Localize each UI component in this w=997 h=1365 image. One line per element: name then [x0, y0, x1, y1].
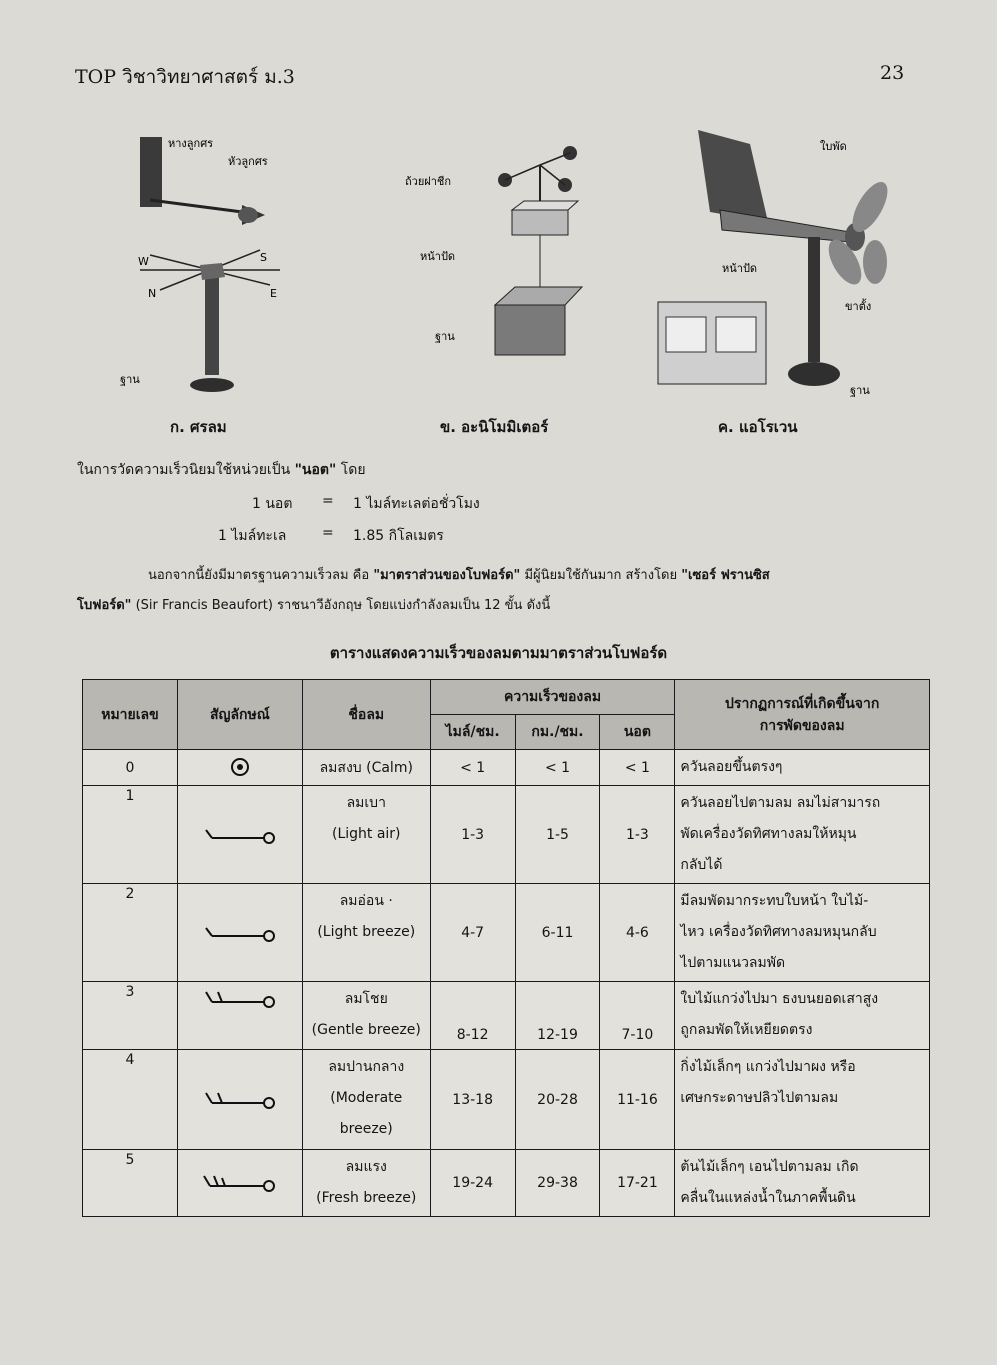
row-name: ลมสงบ (Calm) — [302, 750, 430, 786]
effect-line: ต้นไม้เล็กๆ เอนไปตามลม เกิด — [680, 1159, 859, 1175]
barb-0-icon — [200, 922, 280, 944]
eq1-sign: = — [322, 493, 334, 509]
aerovane-caption: ค. แอโรเวน — [718, 418, 798, 436]
row-mph: 8-12 — [430, 982, 515, 1050]
calm-circle-icon — [225, 756, 255, 780]
row-knot: 4-6 — [600, 884, 675, 982]
row-name-line2: (Light air) — [331, 826, 401, 842]
row-symbol — [177, 786, 302, 884]
row-kmh: 1-5 — [515, 786, 600, 884]
barb-3-icon — [200, 1172, 280, 1194]
barb-0-icon — [200, 824, 280, 846]
effect-header-line1: ปรากฏการณ์ที่เกิดขึ้นจาก — [725, 695, 880, 712]
eq2-left: 1 ไมล์ทะเล — [218, 528, 287, 544]
beaufort-paragraph-line2 — [77, 594, 550, 615]
row-knot: < 1 — [600, 750, 675, 786]
effect-header-line2: การพัดของลม — [759, 717, 845, 734]
barb-2-icon — [200, 988, 280, 1010]
row-name-line1: ลมเบา — [346, 795, 386, 811]
vane-s-label: S — [260, 251, 267, 264]
row-mph: 1-3 — [430, 786, 515, 884]
header-title: TOP วิชาวิทยาศาสตร์ ม.3 — [75, 66, 295, 88]
row-symbol — [177, 884, 302, 982]
aerovane-dial-label: หน้าปัด — [722, 262, 758, 275]
vane-w-label: W — [138, 255, 149, 268]
row-effect: ควันลอยขึ้นตรงๆ — [675, 750, 930, 786]
para2-a: โบฟอร์ด" — [77, 598, 132, 613]
vane-caption: ก. ศรลม — [170, 418, 227, 436]
page-number: 23 — [880, 62, 905, 84]
effect-line: คลื่นในแหล่งน้ำในภาคพื้นดิน — [680, 1190, 856, 1206]
row-name-line2: (Fresh breeze) — [316, 1190, 417, 1206]
row-name-line2: (Gentle breeze) — [311, 1022, 421, 1038]
aerovane-base-label: ฐาน — [850, 384, 870, 397]
row-name-line1: ลมอ่อน · — [339, 893, 393, 909]
knot-intro-text: ในการวัดความเร็วนิยมใช้หน่วยเป็น — [77, 462, 295, 478]
col-kmh-header: กม./ชม. — [515, 715, 600, 750]
row-effect — [675, 786, 930, 884]
aerovane-blade-label: ใบพัด — [820, 140, 847, 153]
row-name — [302, 982, 430, 1050]
row-name-line1: ลมโชย — [344, 991, 388, 1007]
row-kmh: 20-28 — [515, 1050, 600, 1150]
row-name — [302, 884, 430, 982]
table-row — [83, 786, 930, 884]
barb-2-icon — [200, 1089, 280, 1111]
table-row — [83, 982, 930, 1050]
effect-line: กลับได้ — [680, 857, 723, 873]
col-name-header: ชื่อลม — [302, 680, 430, 750]
anemometer-dial-label: หน้าปัด — [420, 250, 456, 263]
row-name-line1: ลมปานกลาง — [328, 1059, 405, 1075]
row-knot: 11-16 — [600, 1050, 675, 1150]
effect-line: ไหว เครื่องวัดทิศทางลมหมุนกลับ — [680, 924, 877, 940]
table-header-row — [83, 680, 930, 715]
row-name — [302, 786, 430, 884]
row-mph: < 1 — [430, 750, 515, 786]
row-kmh: 6-11 — [515, 884, 600, 982]
row-knot: 1-3 — [600, 786, 675, 884]
knot-intro-line — [77, 459, 366, 481]
aerovane-icon — [650, 122, 890, 402]
para-a: นอกจากนี้ยังมีมาตรฐานความเร็วลม คือ — [148, 568, 374, 583]
effect-line: เศษกระดาษปลิวไปตามลม — [680, 1090, 839, 1106]
row-symbol — [177, 750, 302, 786]
col-effect-header — [675, 680, 930, 750]
effect-line: มีลมพัดมากระทบใบหน้า ใบไม้- — [680, 893, 869, 909]
row-symbol — [177, 1150, 302, 1217]
effect-line: ใบไม้แกว่งไปมา ธงบนยอดเสาสูง — [680, 991, 879, 1007]
row-number: 5 — [83, 1150, 178, 1217]
anemometer-base-label: ฐาน — [435, 330, 455, 343]
col-speed-header: ความเร็วของลม — [430, 680, 675, 715]
eq2-sign: = — [322, 525, 334, 541]
wind-vane-figure — [110, 125, 310, 415]
anemometer-cup-label: ถ้วยฝาชีก — [405, 175, 452, 188]
eq1-left: 1 นอต — [252, 496, 293, 512]
row-effect — [675, 982, 930, 1050]
eq2-right: 1.85 กิโลเมตร — [353, 528, 444, 544]
vane-tail-label: หางลูกศร — [168, 137, 214, 150]
table-row — [83, 1150, 930, 1217]
effect-line: พัดเครื่องวัดทิศทางลมให้หมุน — [680, 826, 857, 842]
para-b: "มาตราส่วนของโบฟอร์ด" — [373, 568, 521, 583]
row-name-line2: (Moderate — [330, 1090, 403, 1106]
table-row — [83, 750, 930, 786]
knot-intro-end: โดย — [336, 462, 366, 478]
vane-head-label: หัวลูกศร — [228, 155, 268, 168]
col-knot-header: นอต — [600, 715, 675, 750]
para2-b: (Sir Francis Beaufort) ราชนาวีอังกฤษ โดยแบ่งกำลังลมเป็น 12 ขั้น ดังนี้ — [131, 598, 551, 613]
row-mph: 4-7 — [430, 884, 515, 982]
row-effect — [675, 1150, 930, 1217]
row-symbol — [177, 982, 302, 1050]
beaufort-table — [82, 679, 930, 1217]
col-mph-header: ไมล์/ชม. — [430, 715, 515, 750]
table-row — [83, 884, 930, 982]
row-symbol — [177, 1050, 302, 1150]
effect-line: ไปตามแนวลมพัด — [680, 955, 786, 971]
row-knot: 7-10 — [600, 982, 675, 1050]
col-symbol-header: สัญลักษณ์ — [177, 680, 302, 750]
row-number: 0 — [83, 750, 178, 786]
eq1-right: 1 ไมล์ทะเลต่อชั่วโมง — [353, 496, 480, 512]
aerovane-stand-label: ขาตั้ง — [845, 300, 872, 313]
effect-line: กิ่งไม้เล็กๆ แกว่งไปมาผง หรือ — [680, 1059, 856, 1075]
anemometer-icon — [400, 135, 600, 405]
table-row — [83, 1050, 930, 1150]
knot-intro-bold: "นอต" — [294, 462, 337, 478]
beaufort-paragraph-line1 — [148, 564, 770, 585]
vane-n-label: N — [148, 287, 157, 300]
row-effect — [675, 1050, 930, 1150]
row-kmh: < 1 — [515, 750, 600, 786]
row-effect — [675, 884, 930, 982]
row-knot: 17-21 — [600, 1150, 675, 1217]
row-mph: 19-24 — [430, 1150, 515, 1217]
col-number-header: หมายเลข — [83, 680, 178, 750]
aerovane-figure — [650, 122, 890, 402]
para-d: "เซอร์ ฟรานซิส — [681, 568, 770, 583]
row-name-line3: breeze) — [339, 1121, 393, 1137]
row-kmh: 29-38 — [515, 1150, 600, 1217]
row-name — [302, 1150, 430, 1217]
para-c: มีผู้นิยมใช้กันมาก สร้างโดย — [520, 568, 682, 583]
row-number: 3 — [83, 982, 178, 1050]
anemometer-figure — [400, 135, 600, 405]
row-name-line1: ลมแรง — [345, 1159, 387, 1175]
anemometer-caption: ข. อะนิโมมิเตอร์ — [440, 418, 549, 436]
table-title: ตารางแสดงความเร็วของลมตามมาตราส่วนโบฟอร์ด — [329, 644, 668, 662]
row-number: 1 — [83, 786, 178, 884]
row-name-line2: (Light breeze) — [317, 924, 416, 940]
effect-line: ควันลอยไปตามลม ลมไม่สามารถ — [680, 795, 881, 811]
row-kmh: 12-19 — [515, 982, 600, 1050]
row-number: 4 — [83, 1050, 178, 1150]
row-number: 2 — [83, 884, 178, 982]
wind-vane-icon — [110, 125, 310, 415]
row-mph: 13-18 — [430, 1050, 515, 1150]
effect-line: ถูกลมพัดให้เหยียดตรง — [680, 1022, 813, 1038]
vane-e-label: E — [270, 287, 277, 300]
row-name — [302, 1050, 430, 1150]
vane-base-label: ฐาน — [120, 373, 140, 386]
